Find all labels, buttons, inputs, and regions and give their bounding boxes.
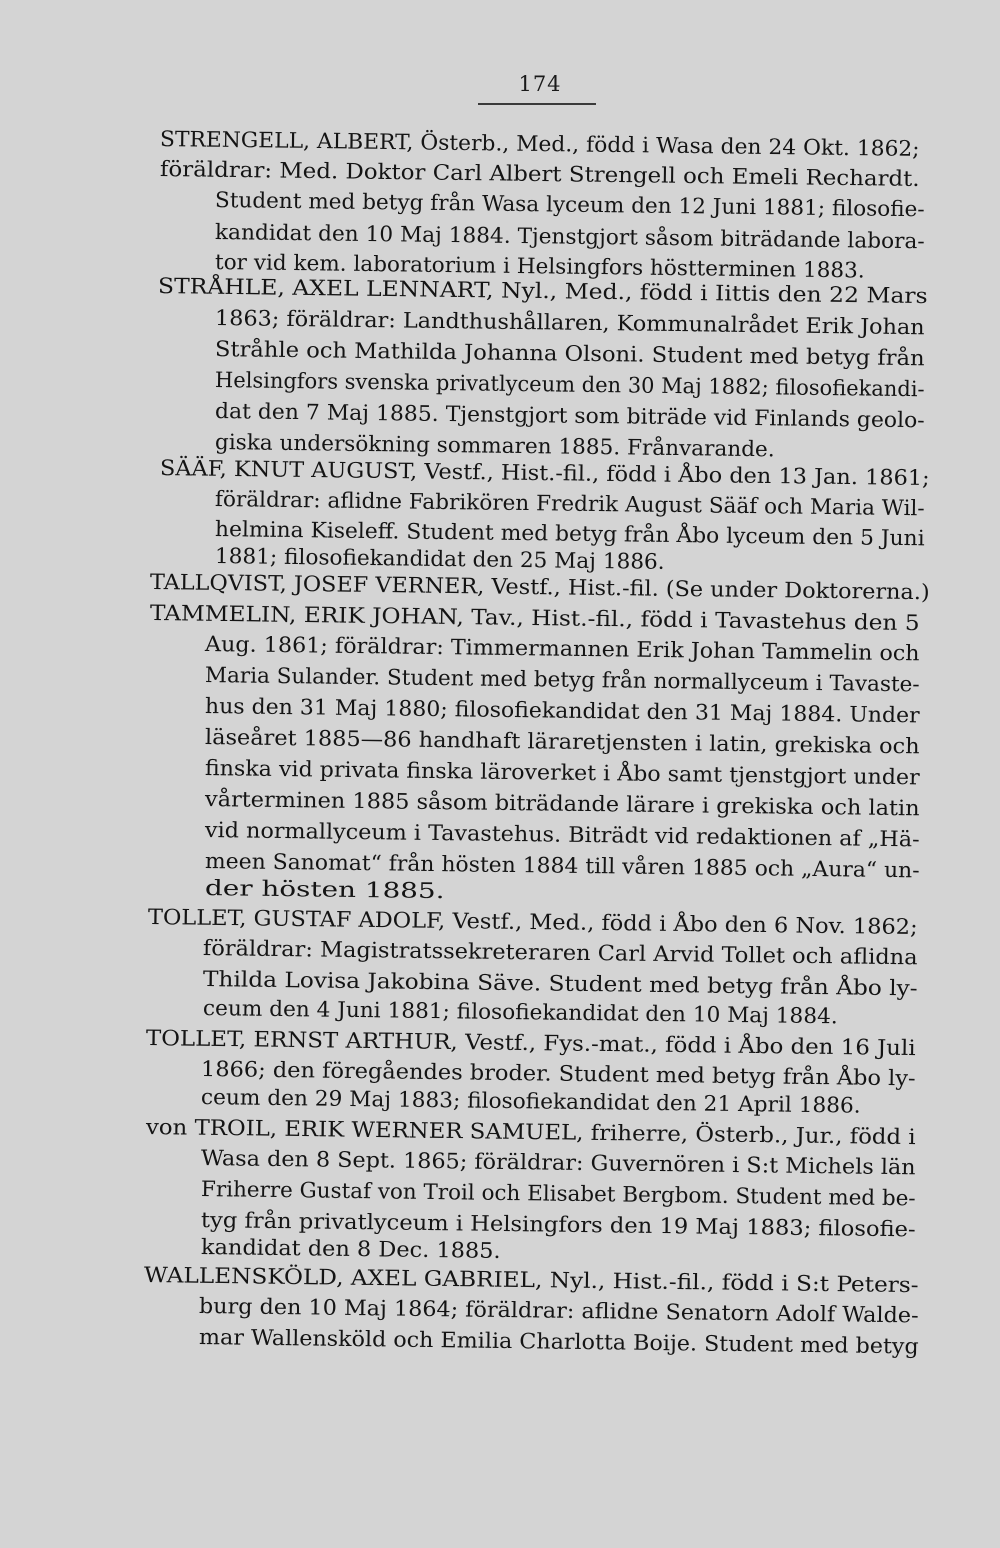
- text-line: mar Wallensköld och Emilia Charlotta Boije. Student med betyg: [198, 1325, 919, 1360]
- text-line: Aug. 1861; föräldrar: Timmermannen Erik Johan Tammelin och: [204, 632, 920, 667]
- text-line: SÄÄF, KNUT AUGUST, Vestf., Hist.-fil., född i Åbo den 13 Jan. 1861;: [159, 456, 930, 492]
- text-line: meen Sanomat“ från hösten 1884 till våren 1885 och „Aura“ un-: [204, 849, 920, 884]
- text-line: föräldrar: Magistratssekreteraren Carl Arvid Tollet och aflidna: [202, 936, 918, 971]
- text-line: TOLLET, ERNST ARTHUR, Vestf., Fys.-mat., född i Åbo den 16 Juli: [145, 1026, 916, 1062]
- text-line: STRÅHLE, AXEL LENNART, Nyl., Med., född i Iittis den 22 Mars: [157, 274, 928, 310]
- text-line: helmina Kiseleff. Student med betyg från Åbo lyceum den 5 Juni: [214, 517, 925, 552]
- text-line: 1866; den föregåendes broder. Student med betyg från Åbo ly-: [200, 1057, 916, 1092]
- text-line: vårterminen 1885 såsom biträdande lärare i grekiska och latin: [204, 787, 920, 822]
- text-line: vid normallyceum i Tavastehus. Biträdt vid redaktionen af „Hä-: [204, 818, 920, 853]
- text-line: STRENGELL, ALBERT, Österb., Med., född i Wasa den 24 Okt. 1862;: [159, 127, 920, 162]
- text-line: giska undersökning sommaren 1885. Frånvarande.: [214, 430, 775, 463]
- text-line: Thilda Lovisa Jakobina Säve. Student med betyg från Åbo ly-: [202, 967, 918, 1002]
- text-line: Student med betyg från Wasa lyceum den 12 Juni 1881; filosofie-: [214, 188, 925, 223]
- text-line: tor vid kem. laboratorium i Helsingfors höstterminen 1883.: [214, 250, 865, 284]
- text-line: 1881; filosofiekandidat den 25 Maj 1886.: [214, 544, 665, 575]
- text-line: föräldrar: Med. Doktor Carl Albert Strengell och Emeli Rechardt.: [159, 157, 920, 192]
- text-line: TOLLET, GUSTAF ADOLF, Vestf., Med., född i Åbo den 6 Nov. 1862;: [147, 905, 918, 941]
- text-line: tyg från privatlyceum i Helsingfors den 19 Maj 1883; filosofie-: [200, 1208, 916, 1243]
- text-line: TALLQVIST, JOSEF VERNER, Vestf., Hist.-fil. (Se under Doktorerna.): [149, 570, 930, 606]
- text-line: kandidat den 8 Dec. 1885.: [200, 1235, 501, 1264]
- text-line: Wasa den 8 Sept. 1865; föräldrar: Guvernören i S:t Michels län: [200, 1146, 916, 1181]
- text-line: Helsingfors svenska privatlyceum den 30 Maj 1882; filosofiekandi-: [214, 368, 925, 403]
- text-line: WALLENSKÖLD, AXEL GABRIEL, Nyl., Hist.-fil., född i S:t Peters-: [143, 1263, 919, 1299]
- text-line: läseåret 1885—86 handhaft läraretjensten i latin, grekiska och: [204, 725, 920, 760]
- page-number: 174: [518, 72, 562, 96]
- text-line: kandidat den 10 Maj 1884. Tjenstgjort såsom biträdande labora-: [214, 220, 925, 255]
- text-line: Friherre Gustaf von Troil och Elisabet Bergbom. Student med be-: [200, 1177, 916, 1212]
- text-line: dat den 7 Maj 1885. Tjenstgjort som biträde vid Finlands geolo-: [214, 399, 925, 434]
- text-line: hus den 31 Maj 1880; filosofiekandidat den 31 Maj 1884. Under: [204, 694, 920, 729]
- text-line: ceum den 29 Maj 1883; filosofiekandidat den 21 April 1886.: [200, 1085, 861, 1119]
- text-line: föräldrar: aflidne Fabrikören Fredrik August Sääf och Maria Wil-: [214, 487, 925, 522]
- text-line: TAMMELIN, ERIK JOHAN, Tav., Hist.-fil., född i Tavastehus den 5: [149, 601, 920, 637]
- text-line: Maria Sulander. Student med betyg från normallyceum i Tavaste-: [204, 663, 920, 698]
- text-line: 1863; föräldrar: Landthushållaren, Kommunalrådet Erik Johan: [214, 306, 925, 341]
- text-line: von TROIL, ERIK WERNER SAMUEL, friherre, Österb., Jur., född i: [145, 1115, 916, 1151]
- text-line: burg den 10 Maj 1864; föräldrar: aflidne Senatorn Adolf Walde-: [198, 1294, 919, 1329]
- text-line: der hösten 1885.: [204, 876, 445, 905]
- text-line: ceum den 4 Juni 1881; filosofiekandidat den 10 Maj 1884.: [202, 996, 838, 1030]
- text-line: finska vid privata finska läroverket i Åbo samt tjenstgjort under: [204, 756, 920, 791]
- text-line: Stråhle och Mathilda Johanna Olsoni. Student med betyg från: [214, 337, 925, 372]
